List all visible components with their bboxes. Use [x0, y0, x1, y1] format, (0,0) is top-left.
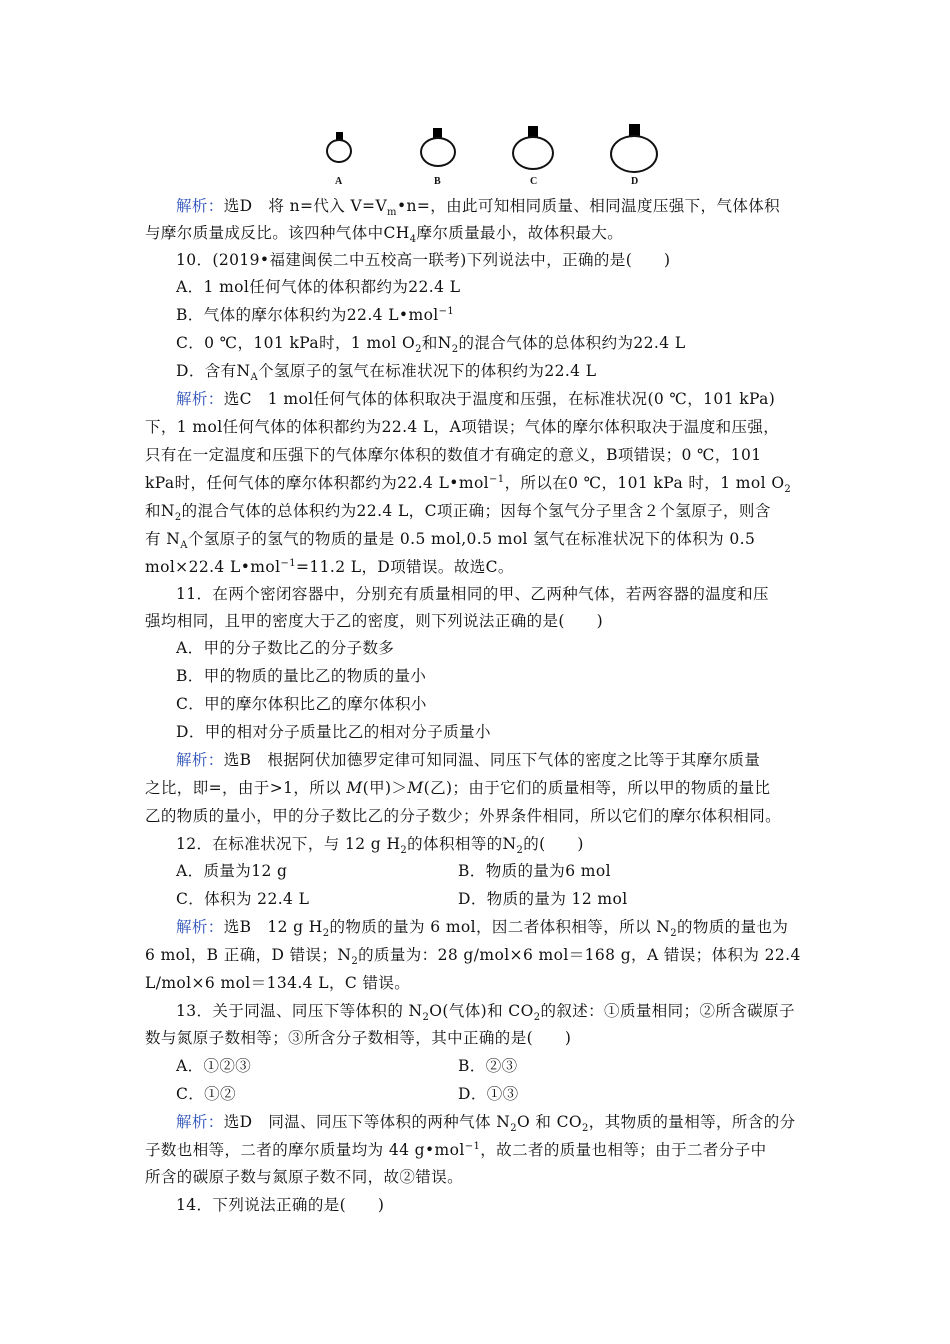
q10-option-a: A．1 mol任何气体的体积都约为22.4 L	[176, 278, 461, 296]
q13-explanation-line-2: 子数也相等，二者的摩尔质量均为 44 g•mol$^{-1}$，故二者的质量也相等；由于二者分子中	[145, 1140, 767, 1159]
q13-explanation-line-1: 解析：选D 同温、同压下等体积的两种气体 $N_2O$ 和 $CO_2$，其物质的量相等，所含的分	[176, 1113, 796, 1135]
q12-stem: 12．在标准状况下，与 12 g $H_2$的体积相等的$N_2$的( )	[176, 835, 584, 857]
explanation-label: 解析：	[176, 197, 224, 215]
q13-stem-line-2: 数与氮原子数相等；③所含分子数相等，其中正确的是( )	[145, 1029, 572, 1047]
q10-explanation-line-7: mol×22.4 L•mol$^{-1}$=11.2 L，D项错误。故选C。	[145, 557, 514, 576]
q9-explanation-line-2: 与摩尔质量成反比。该四种气体中$CH_4$摩尔质量最小，故体积最大。	[145, 224, 624, 246]
q10-explanation-line-4: kPa时，任何气体的摩尔体积都约为22.4 L•mol$^{-1}$，所以在0 ℃，101 kPa 时，1 mol $O_2$	[145, 473, 792, 496]
q11-option-c: C．甲的摩尔体积比乙的摩尔体积小	[176, 695, 427, 713]
q13-option-b: B．②③	[458, 1057, 518, 1075]
q12-option-c: C．体积为 22.4 L	[176, 890, 310, 908]
q10-explanation-line-3: 只有在一定温度和压强下的气体摩尔体积的数值才有确定的意义，B项错误；0 ℃，101	[145, 446, 762, 464]
q10-explanation-line-5: 和$N_2$的混合气体的总体积约为22.4 L，C项正确；因每个氢气分子里含２个氢原子，则含	[145, 502, 771, 524]
q12-explanation-line-3: L/mol×6 mol＝134.4 L，C 错误。	[145, 974, 411, 992]
q10-option-c: C．0 ℃，101 kPa时，1 mol $O_2$和$N_2$的混合气体的总体积约为22.4 L	[176, 334, 686, 356]
balloon-figure	[300, 122, 680, 186]
q10-explanation-line-2: 下，1 mol任何气体的体积都约为22.4 L，A项错误；气体的摩尔体积取决于温度和压强，	[145, 418, 780, 436]
balloon-label-c: C	[530, 176, 538, 187]
q10-option-b: B．气体的摩尔体积约为22.4 L•mol$^{-1}$	[176, 305, 455, 324]
q11-explanation-line-3: 乙的物质的量小，甲的分子数比乙的分子数少；外界条件相同，所以它们的摩尔体积相同。	[145, 807, 782, 825]
balloon-label-b: B	[434, 176, 441, 187]
q13-stem-line-1: 13．关于同温、同压下等体积的 $N_2O$(气体)和 $CO_2$的叙述：①质量相同；②所含碳原子	[176, 1002, 795, 1024]
q12-explanation-line-1: 解析：选B 12 g $H_2$的物质的量为 6 mol，因二者体积相等，所以 $N_2$的物质的量也为	[176, 918, 789, 940]
q13-option-d: D．①③	[458, 1085, 519, 1103]
q11-stem-line-1: 11．在两个密闭容器中，分别充有质量相同的甲、乙两种气体，若两容器的温度和压	[176, 585, 769, 603]
q12-option-b: B．物质的量为6 mol	[458, 862, 611, 880]
balloon-label-a: A	[335, 176, 343, 187]
q10-stem: 10．(2019•福建闽侯二中五校高一联考)下列说法中，正确的是( )	[176, 251, 671, 269]
balloon-label-d: D	[631, 176, 639, 187]
q10-option-d: D．含有$N_A$个氢原子的氢气在标准状况下的体积约为22.4 L	[176, 362, 597, 384]
q10-explanation-line-1: 解析：选C 1 mol任何气体的体积取决于温度和压强，在标准状况(0 ℃，101 kPa)	[176, 390, 776, 408]
q11-option-b: B．甲的物质的量比乙的物质的量小	[176, 667, 427, 685]
q13-option-c: C．①②	[176, 1085, 236, 1103]
q11-explanation-line-2: 之比，即=，由于>1，所以 M(甲)＞M(乙)；由于它们的质量相等，所以甲的物质的量比	[145, 779, 771, 797]
q11-option-d: D．甲的相对分子质量比乙的相对分子质量小	[176, 723, 491, 741]
q13-option-a: A．①②③	[176, 1057, 252, 1075]
q11-explanation-line-1: 解析：选B 根据阿伏加德罗定律可知同温、同压下气体的密度之比等于其摩尔质量	[176, 751, 761, 769]
q10-explanation-line-6: 有 $N_A$个氢原子的氢气的物质的量是 0.5 mol,0.5 mol 氢气在标准状况下的体积为 0.5	[145, 530, 756, 552]
q11-stem-line-2: 强均相同，且甲的密度大于乙的密度，则下列说法正确的是( )	[145, 612, 604, 630]
q9-explanation-line-1: 解析：选D 将 n=代入 $V=V_m•n=$，由此可知相同质量、相同温度压强下，气体体积	[176, 197, 781, 219]
q12-option-d: D．物质的量为 12 mol	[458, 890, 628, 908]
q11-option-a: A．甲的分子数比乙的分子数多	[176, 639, 395, 657]
q13-explanation-line-3: 所含的碳原子数与氮原子数不同，故②错误。	[145, 1168, 464, 1186]
q12-option-a: A．质量为12 g	[176, 862, 288, 880]
q14-stem: 14．下列说法正确的是( )	[176, 1196, 385, 1214]
q12-explanation-line-2: 6 mol，B 正确，D 错误；$N_2$的质量为：28 g/mol×6 mol＝168 g，A 错误；体积为 22.4	[145, 946, 801, 968]
